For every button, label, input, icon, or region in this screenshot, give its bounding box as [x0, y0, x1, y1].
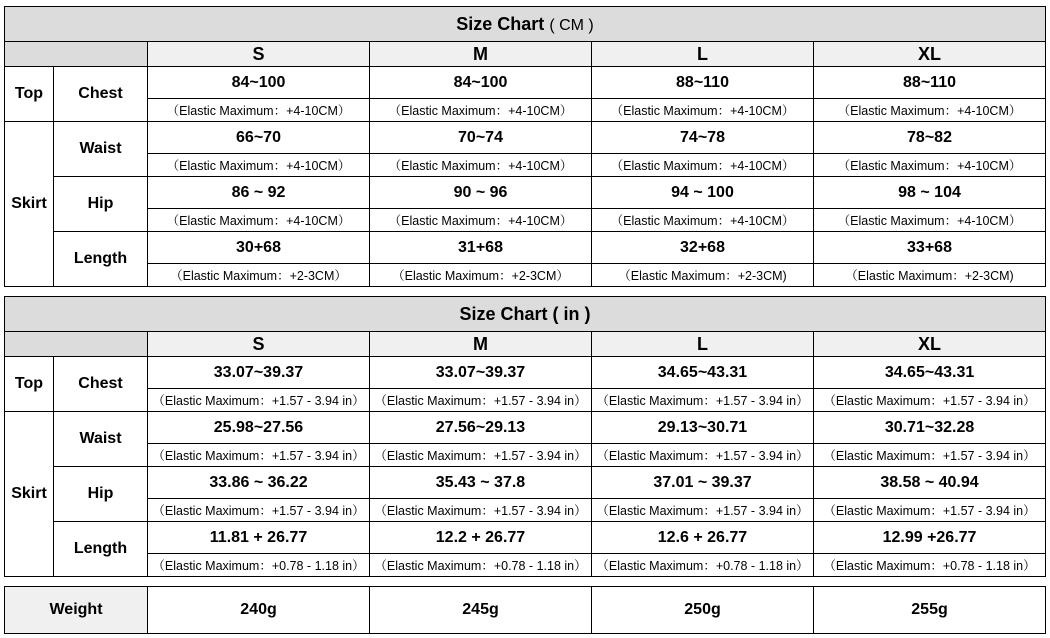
weight-value: 250g [592, 587, 814, 634]
measure-label: Chest [54, 357, 148, 412]
size-value: 88~110 [592, 67, 814, 99]
in-size-header: M [370, 332, 592, 357]
size-chart-cm-table [4, 6, 1046, 287]
size-value: 11.81 + 26.77 [148, 522, 370, 554]
elastic-note: （Elastic Maximum：+1.57 - 3.94 in） [370, 499, 592, 522]
measure-label: Length [54, 232, 148, 287]
measure-label: Length [54, 522, 148, 577]
cm-size-header: S [148, 42, 370, 67]
group-label-top: Top [5, 67, 54, 122]
size-value: 27.56~29.13 [370, 412, 592, 444]
size-chart-in-table [4, 296, 1046, 577]
size-value: 86 ~ 92 [148, 177, 370, 209]
size-value: 33+68 [814, 232, 1046, 264]
group-label-skirt: Skirt [5, 412, 54, 577]
elastic-note: （Elastic Maximum：+4-10CM） [592, 209, 814, 232]
in-header-corner [5, 332, 148, 357]
elastic-note: （Elastic Maximum：+4-10CM） [814, 209, 1046, 232]
in-chart-title [5, 297, 1046, 332]
in-title-text: Size Chart [459, 303, 548, 324]
in-size-header: S [148, 332, 370, 357]
elastic-note: （Elastic Maximum：+1.57 - 3.94 in） [148, 499, 370, 522]
cm-title-unit: ( CM ) [549, 16, 594, 34]
elastic-note: （Elastic Maximum：+4-10CM） [370, 99, 592, 122]
weight-table [4, 586, 1046, 634]
size-value: 30+68 [148, 232, 370, 264]
size-value: 94 ~ 100 [592, 177, 814, 209]
cm-chart-title [5, 7, 1046, 42]
weight-value: 245g [370, 587, 592, 634]
size-value: 31+68 [370, 232, 592, 264]
size-value: 66~70 [148, 122, 370, 154]
elastic-note: （Elastic Maximum：+2-3CM) [814, 264, 1046, 287]
elastic-note: （Elastic Maximum：+1.57 - 3.94 in） [592, 389, 814, 412]
elastic-note: （Elastic Maximum：+0.78 - 1.18 in） [814, 554, 1046, 577]
elastic-note: （Elastic Maximum：+0.78 - 1.18 in） [148, 554, 370, 577]
elastic-note: （Elastic Maximum：+4-10CM） [148, 154, 370, 177]
elastic-note: （Elastic Maximum：+1.57 - 3.94 in） [370, 444, 592, 467]
size-value: 35.43 ~ 37.8 [370, 467, 592, 499]
size-value: 34.65~43.31 [592, 357, 814, 389]
measure-label: Hip [54, 467, 148, 522]
cm-title-text: Size Chart [456, 13, 545, 34]
measure-label: Hip [54, 177, 148, 232]
elastic-note: （Elastic Maximum：+4-10CM） [370, 209, 592, 232]
cm-size-header: M [370, 42, 592, 67]
in-size-header: L [592, 332, 814, 357]
measure-label: Chest [54, 67, 148, 122]
size-value: 70~74 [370, 122, 592, 154]
cm-size-header: XL [814, 42, 1046, 67]
elastic-note: （Elastic Maximum：+1.57 - 3.94 in） [592, 499, 814, 522]
size-value: 98 ~ 104 [814, 177, 1046, 209]
size-value: 29.13~30.71 [592, 412, 814, 444]
elastic-note: （Elastic Maximum：+0.78 - 1.18 in） [592, 554, 814, 577]
elastic-note: （Elastic Maximum：+1.57 - 3.94 in） [148, 389, 370, 412]
size-value: 37.01 ~ 39.37 [592, 467, 814, 499]
elastic-note: （Elastic Maximum：+1.57 - 3.94 in） [814, 499, 1046, 522]
size-value: 84~100 [370, 67, 592, 99]
measure-label: Waist [54, 122, 148, 177]
elastic-note: （Elastic Maximum：+4-10CM） [814, 154, 1046, 177]
elastic-note: （Elastic Maximum：+1.57 - 3.94 in） [148, 444, 370, 467]
weight-label: Weight [5, 587, 148, 634]
elastic-note: （Elastic Maximum：+4-10CM） [814, 99, 1046, 122]
elastic-note: （Elastic Maximum：+1.57 - 3.94 in） [370, 389, 592, 412]
elastic-note: （Elastic Maximum：+4-10CM） [370, 154, 592, 177]
size-value: 12.2 + 26.77 [370, 522, 592, 554]
elastic-note: （Elastic Maximum：+2-3CM） [148, 264, 370, 287]
size-value: 78~82 [814, 122, 1046, 154]
group-label-skirt: Skirt [5, 122, 54, 287]
weight-value: 255g [814, 587, 1046, 634]
size-value: 12.99 +26.77 [814, 522, 1046, 554]
size-value: 33.07~39.37 [370, 357, 592, 389]
elastic-note: （Elastic Maximum：+2-3CM) [592, 264, 814, 287]
in-size-header: XL [814, 332, 1046, 357]
elastic-note: （Elastic Maximum：+4-10CM） [148, 209, 370, 232]
elastic-note: （Elastic Maximum：+4-10CM） [592, 154, 814, 177]
size-value: 34.65~43.31 [814, 357, 1046, 389]
elastic-note: （Elastic Maximum：+4-10CM） [592, 99, 814, 122]
elastic-note: （Elastic Maximum：+1.57 - 3.94 in） [592, 444, 814, 467]
size-value: 90 ~ 96 [370, 177, 592, 209]
group-label-top: Top [5, 357, 54, 412]
elastic-note: （Elastic Maximum：+1.57 - 3.94 in） [814, 389, 1046, 412]
elastic-note: （Elastic Maximum：+1.57 - 3.94 in） [814, 444, 1046, 467]
elastic-note: （Elastic Maximum：+2-3CM） [370, 264, 592, 287]
cm-size-header: L [592, 42, 814, 67]
size-value: 33.86 ~ 36.22 [148, 467, 370, 499]
weight-value: 240g [148, 587, 370, 634]
size-value: 30.71~32.28 [814, 412, 1046, 444]
size-value: 84~100 [148, 67, 370, 99]
size-value: 38.58 ~ 40.94 [814, 467, 1046, 499]
size-value: 88~110 [814, 67, 1046, 99]
cm-header-corner [5, 42, 148, 67]
measure-label: Waist [54, 412, 148, 467]
elastic-note: （Elastic Maximum：+4-10CM） [148, 99, 370, 122]
size-value: 32+68 [592, 232, 814, 264]
size-value: 33.07~39.37 [148, 357, 370, 389]
elastic-note: （Elastic Maximum：+0.78 - 1.18 in） [370, 554, 592, 577]
size-value: 25.98~27.56 [148, 412, 370, 444]
in-title-unit: ( in ) [552, 303, 591, 324]
size-value: 74~78 [592, 122, 814, 154]
size-value: 12.6 + 26.77 [592, 522, 814, 554]
